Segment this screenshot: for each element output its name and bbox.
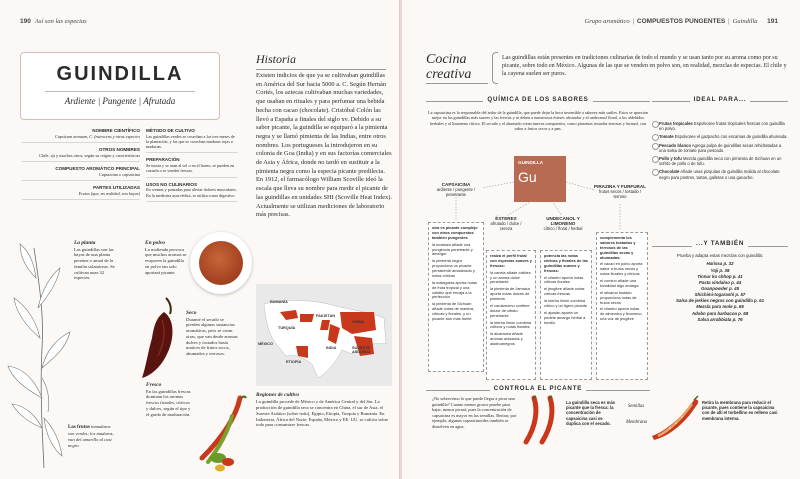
prop-scientific: NOMBRE CIENTÍFICO Capsicum annuum, C. frutescens y otras especies [22,128,140,143]
map-label-china: CHINA [352,320,365,324]
element-tile: GUINDILLA Gu [514,156,566,202]
ideal-list [652,121,788,183]
box-capsaicina: otra es picante complejo con otros compuestos también pungentes la mostaza añade una pungencia penetrante y amargor la pimienta negra proporciona un picante persistente amaderado y notas cítricas la malagueta aporta notas de fruta tropical y una calidez que encaja a la perfección la pimienta de Sichuan añade notas de madera, cítricas y florales, y un picante aún más fuerte [428,222,484,372]
tambien-section [652,240,788,323]
label-pirazina: PIRAZINA Y FURFURAL frutos secos / tostado / terroso [594,184,646,199]
control-dried-note: La guindilla seca es más picante que la fresca: la concentración de capsaicina casi se duplica con el secado. [566,400,616,426]
quimica-title: QUÍMICA DE LOS SABORES [426,96,650,103]
prop-parts: PARTES UTILIZADAS Frutos (que, en realidad, son bayas) [22,185,140,200]
note-non-culinary: USOS NO CULINARIOS En cremas y pomadas para aliviar dolores musculares. En la medicina ayurvédica, se utiliza como digestivo. [146,182,238,202]
map-label-turkey: TURQUÍA [278,326,296,330]
chili-powder-bowl [190,232,252,294]
map-label-ethiopia: ETIOPÍA [286,360,302,364]
tambien-item: Salsa arrabbiata p. 76 [697,316,743,322]
note-preparation: PREPARACIÓN Se tuesta y se usan al sol o en el horno, se pueden en cazuela o se venden frescas. [146,157,238,177]
ideal-item: Frutas tropicales Espolvoree frutas tropicales frescas con guindilla en polvo. [652,121,788,131]
title-rule [45,91,195,92]
tambien-intro: Prueba y adapta estas mezclas con guindilla: [676,253,764,258]
tambien-item: Shichimi-togarashi p. 57 [694,292,746,298]
history-heading: Historia [256,52,386,70]
cut-chili-image [648,396,700,442]
map-label-pakistan: PAKISTÁN [316,314,336,318]
fruits-caption: Los frutos inmaduros son verdes; los maduros, van del amarillo al casi negro. [68,424,114,448]
dried-chili-image [136,294,184,380]
cultivation-map [256,284,392,386]
map-label-southeast-asia: SUDESTE ASIÁTICO [352,346,371,354]
ideal-item: Tomate Espolvoree el gazpacho con escamas de guindilla ahumada. [652,134,788,139]
label-undecanol: UNDECANOL Y LIMONENO cítrico / floral / herbal [543,216,583,231]
plant-illustration [4,228,74,468]
tambien-title: ...Y TAMBIÉN [652,240,788,247]
page-subtitle: Ardiente | Pungente | Afrutada [64,96,176,106]
right-page [402,0,800,479]
ideal-title: IDEAL PARA... [652,96,788,103]
tambien-item: Pasta vindaloo p. 44 [698,279,742,285]
cocina-heading: Cocina creativa [426,52,488,84]
left-folio: 190 Así son las especias [20,18,87,25]
box-undecanol: potencia las notas cítricas y florales de las guindillas suaves y frescas: el cilantro aporta notas cítricas florales el jengibre añade notas cítricas frescas la hierba limón combina cítrico y un ligero picante el ajowán aporta un pedete amargo herbal a tomillo [540,250,592,380]
map-label-mexico: MÉXICO [258,342,273,346]
tambien-item: Yaji p. 38 [710,267,730,273]
page-title: GUINDILLA [56,63,184,85]
box-pirazina: complementa los sabores tostados y terrosos de las guindillas secas y ahumadas: el cacao en polvo aporta sabor a frutos secos y notas florales y cítricas el comino añade una tonalidad algo amarga el sésamo tostado proporciona notas de frutos secos el cilantro aporta notas de almendra y limoneno, una voz de jengibre [596,232,648,380]
tambien-item: Harissa p. 32 [706,261,734,267]
prop-other-names: OTROS NOMBRES Chile, ají y muchos otros, según su origen y características [22,147,140,162]
tambien-item: Goanpowder p. 45 [700,285,740,291]
tambien-item: Mezcla para mole p. 65 [696,304,744,310]
cocina-text: Las guindillas están presentes en tradiciones culinarias de todo el mundo y se usan tanto por su aroma como por su picante, sobre todo en México. Algunas de las que se venden en polvo son, en realidad, mezclas de especias. El chile y la cayena suelen ser puros. [502,55,787,78]
running-header: Grupo aromático | COMPUESTOS PUNGENTES | Guindilla 191 [584,18,778,25]
prop-compound: COMPUESTO AROMÁTICO PRINCIPAL Capsaicina o capsaícina [22,166,140,181]
fresh-chilies-image [188,396,248,474]
label-esteres: ÉSTERES afrutado / dulce / cereza [490,216,522,231]
membrane-tag: Membrana [626,420,648,425]
dried-caption: Seco Durante el secado se pierden algunas sustancias aromáticas, pero se crean otras, que van desde aromas dulces y tostados hasta matices de frutos secos, ahumados y terrosos. [186,310,238,357]
red-chilies-image [522,396,566,446]
fresh-caption: Fresco En las guindillas frescas dominan los aromas frescos frutales, cítricos y dulces, según el tipo y el grado de maduración. [146,382,191,417]
label-capsaicina: CAPSAICINA ardiente / pungente / penetrante [436,182,476,197]
note-cultivation: MÉTODO DE CULTIVO Las guindillas verdes se cosechan a los tres meses de la plantación, y las que se cosechan maduras rojas o maduran. [146,128,238,153]
properties-list [22,128,140,204]
map-label-romania: RUMANÍA [270,300,288,304]
plant-caption: La planta Las guindillas son las bayas de una planta perenne o anual de la familia solanáceas. Se cultivan unas 32 especies. [74,240,115,281]
tambien-item: Salsa de jerkies negras con guindilla p. 61 [675,298,765,304]
ideal-item: Pescado blanco Agrega pulpa de guindillas secas rehidratadas a una salsa de tomate para pescado. [652,143,788,153]
map-label-india: INDIA [326,346,337,350]
ideal-item: Pollo y tofu Mezcla guindilla seca con pimienta de Sichuan en un sofrito de pollo o de tofu. [652,156,788,166]
method-notes [146,128,238,206]
box-esteres: realza el perfil frutal con especias suaves y frescas: la canela añade calidez y un aroma dulce penetrante la pimienta de Jamaica aporta notas dulces de pimienta el cardamomo confiere dulzor de citrato penetrante la hierba limón combina cítricos y notas florales la alcaravea añade aromas anisados y aladroanegros [486,250,536,380]
title-card [20,52,220,120]
control-title: CONTROLA EL PICANTE [426,385,650,392]
control-membrane-note: Retira la membrana para reducir el picante, pues contiene la capsaicina con de allí el torbellino es relleno casi membrana interna. [702,400,778,421]
tambien-item: Adobo para barbacoa p. 68 [691,310,749,316]
regions-caption: Regiones de cultivo La guindilla procede de México y de América Central y del Sur. La producción de guindilla seca se concentra en China, el sur de Asia, el Sureste Asiático (sobre todo), Egipto, Etiopía, Turquía y Rumanía. En Indonesia, África del Norte, España, México y EE. UU. se cultiva sobre todo para consumirse frescas. [256,392,389,428]
control-intro: ¿No sobrecómo lo que puede llegar a picar una guindilla? Cuanto menos grosor pruebe para bajar, menos picará, pues la concentración de capsaicina es mayor en las semillas. Retirar, por ejemplo, algunas capsaicinoides también se disuelven en agua. [432,396,517,429]
powder-caption: En polvo La molienda provoca que muchos aromas se evaporen la guindilla en polvo tan solo aportará picante. [145,240,187,275]
quimica-intro: La capsaicina es la responsable del ardor de la guindilla, que puede dejar la boca insensible a sabores más sutiles. Estos se aprecian mejor en las guindillas más suaves y las frescas y se deben a numerosos ésteres afrutados y al undecanol floral, a los aldehídos herbales y al limoneno cítrico. El secado y el ahumado crean nuevas compuestos, como pirazinas tostadas-terrosas y furanol, con sabor a frutos secos y a pan. [428,110,648,132]
seeds-tag: Semillas [628,404,645,409]
history-text: Existen indicios de que ya se cultivaban guindillas en América del Sur hacia 5000 a. C. Según Hernán Cortés, los aztecas cultivaban muchas variedades, que usaban en rituales y para perfumar una bebida hecha con cacao (chocolate). Cristóbal Colón las llevó a España a finales del siglo xv. Debido a su sabor picante, la guindilla se equiparó a la pimienta negra y se llamó pimienta de las Indias, entre otros nombres. Los portugueses la introdujeron en su colonia de Goa (India) y en sus factorías comerciales de Asia y África, donde no tardó en sustituir a la pimienta negra como la especia picante predilecta. En 1912, el farmacólogo William Scoville ideó la escala que lleva su nombre para medir el picante de las guindillas en unidades SHI (Scoville Heat Index). Actualmente se utilizan mediciones de laboratorio más precisas. [256,72,392,219]
tambien-item: Tinnur ko chhop p. 41 [697,273,743,279]
ideal-item: Chocolate Añade unas pizquitas de guindilla molida al chocolate negro para postres, tartas, galletas o una ganache. [652,169,788,179]
